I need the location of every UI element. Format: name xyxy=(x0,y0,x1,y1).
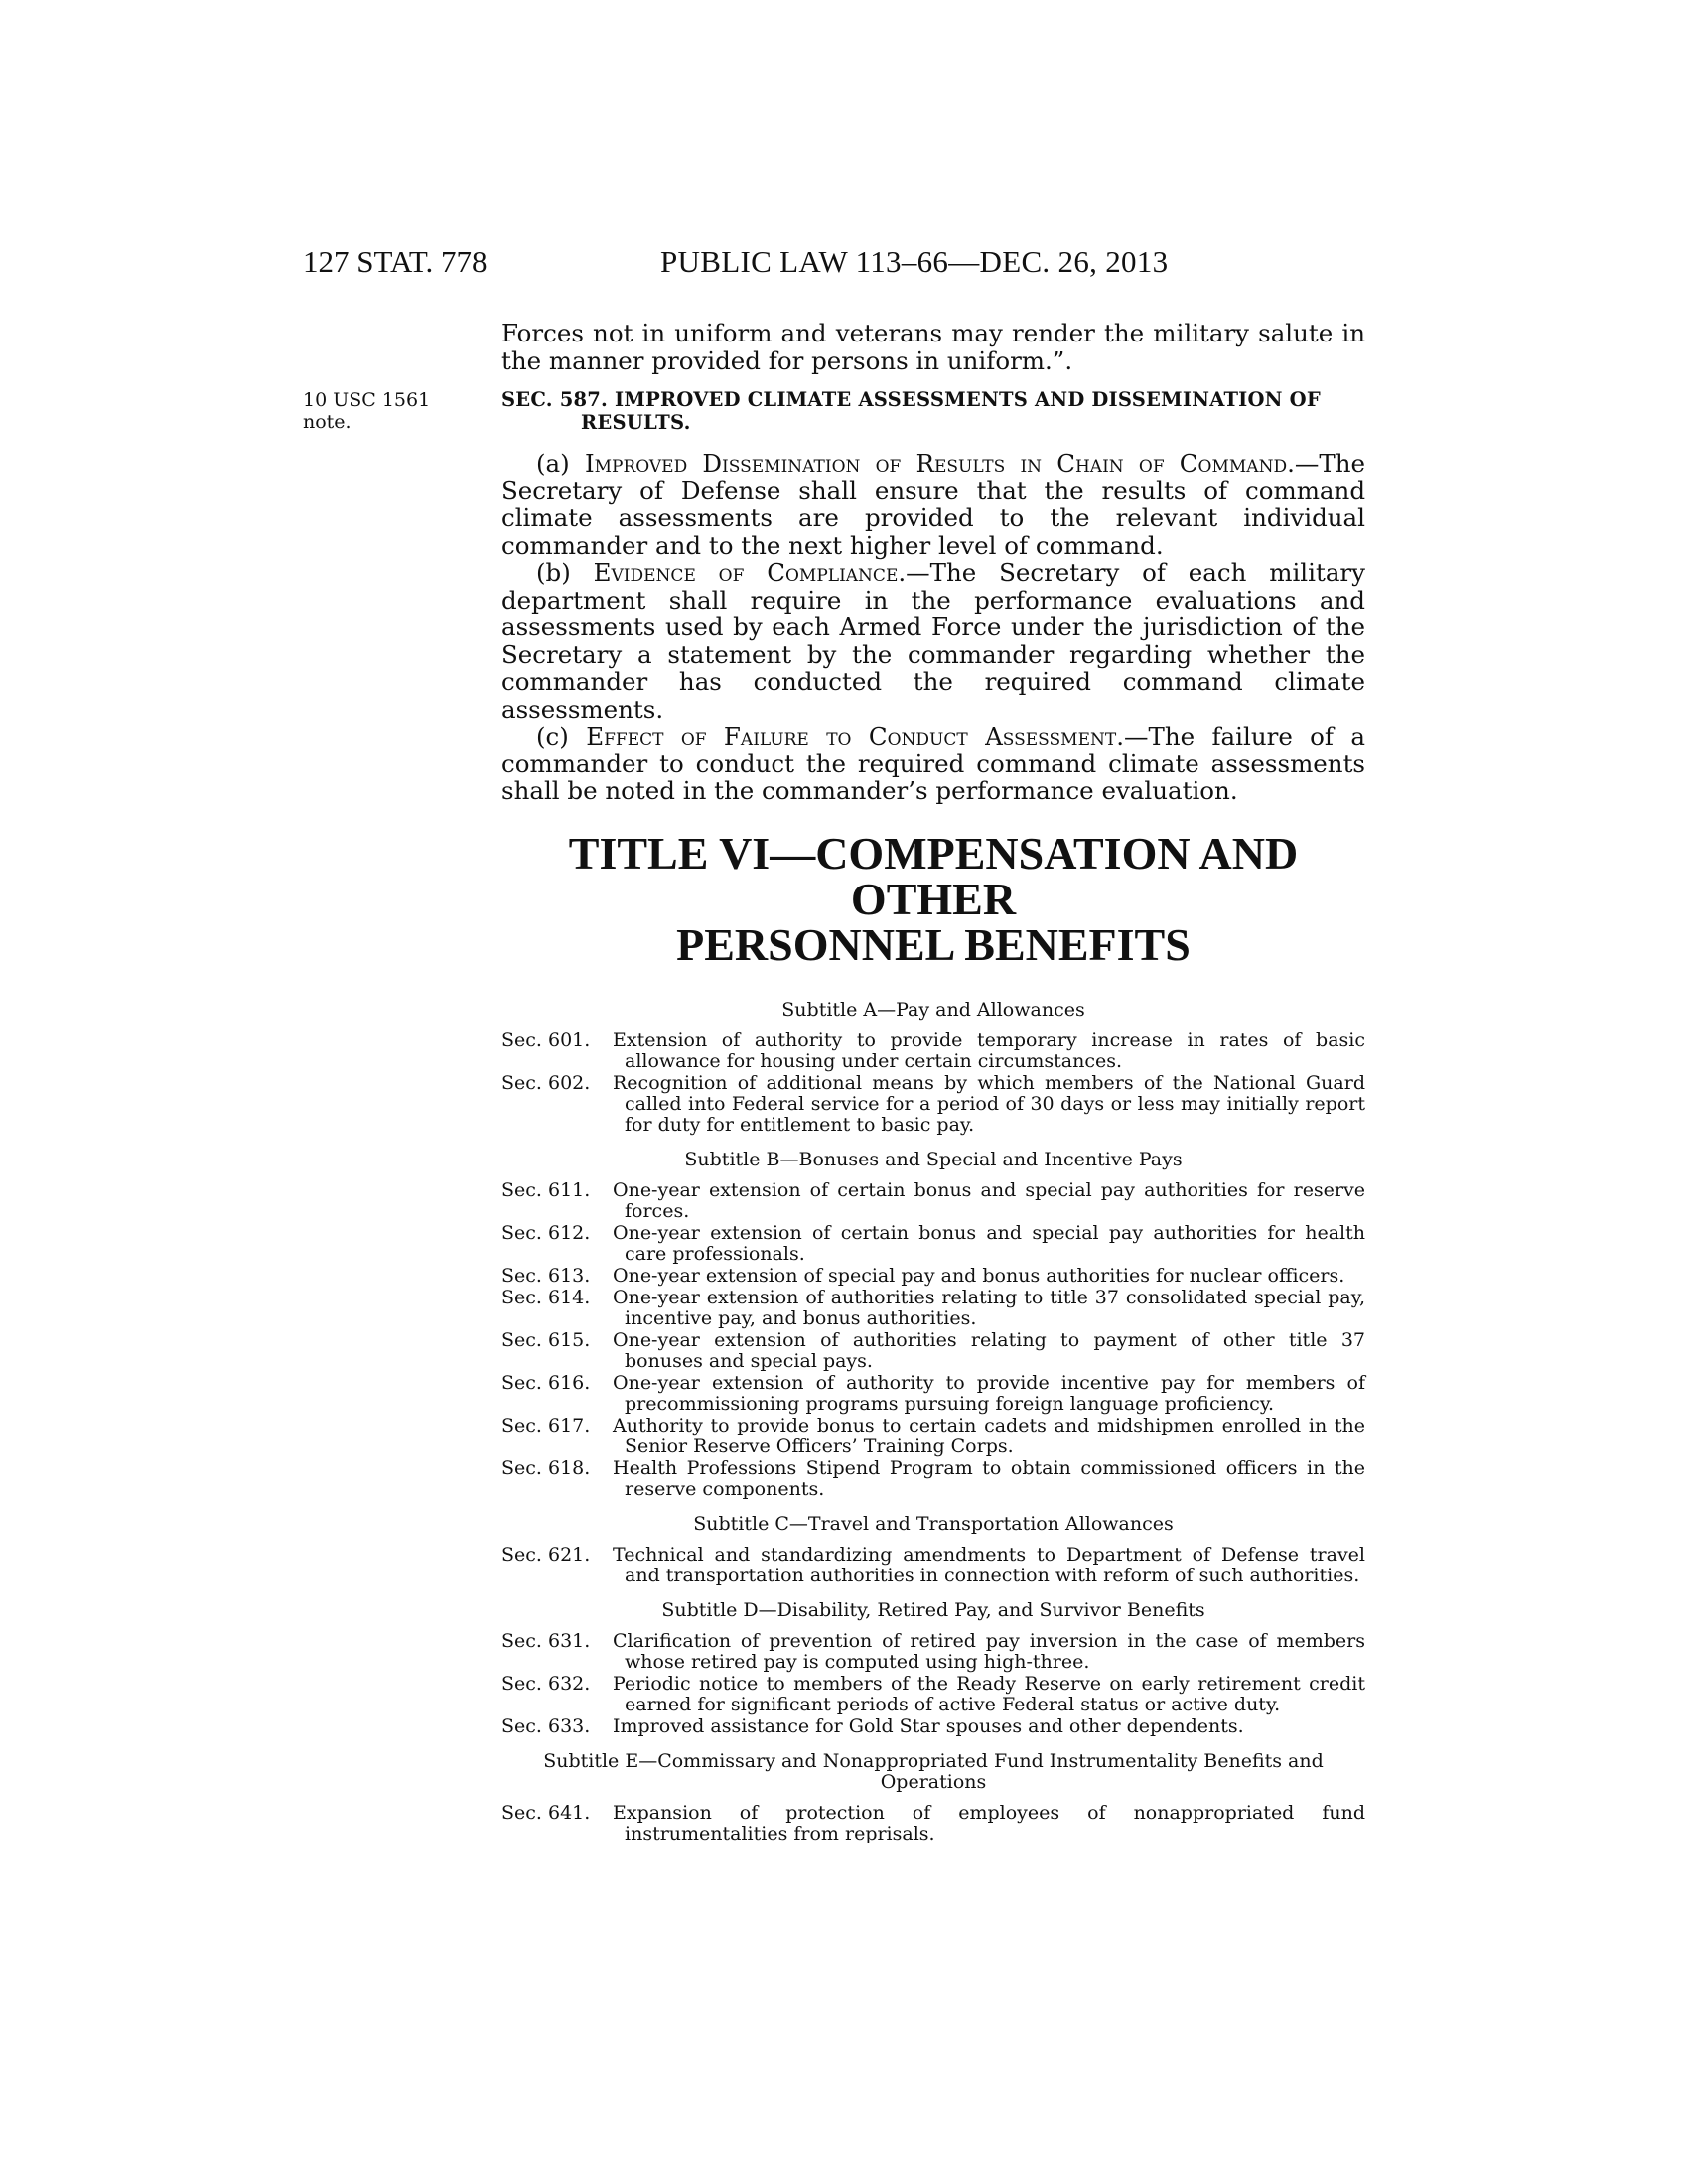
toc-section-number: Sec. 641. xyxy=(501,1801,591,1824)
toc-section-number: Sec. 615. xyxy=(501,1328,591,1351)
toc-section-number: Sec. 631. xyxy=(501,1629,591,1652)
subtitle-b-heading: Subtitle B—Bonuses and Special and Incentive Pays xyxy=(684,1148,1183,1170)
toc-entry xyxy=(501,1223,1365,1265)
toc-entry xyxy=(501,1416,1365,1457)
toc-entry xyxy=(501,1180,1365,1222)
title-line1: TITLE VI—COMPENSATION AND OTHER xyxy=(568,827,1299,924)
toc-section-number: Sec. 617. xyxy=(501,1414,591,1436)
toc-entry xyxy=(501,1030,1365,1072)
toc-section-title: Periodic notice to members of the Ready Reserve on early retirement credit earned for significant periods of active Federal status or active duty. xyxy=(613,1672,1365,1715)
toc-section-number: Sec. 633. xyxy=(501,1714,591,1737)
toc-section-number: Sec. 611. xyxy=(501,1178,591,1201)
table-of-contents xyxy=(501,1000,1365,1844)
subsection-b-caption: Evidence of Compliance. xyxy=(593,558,907,587)
toc-section-number: Sec. 602. xyxy=(501,1071,591,1094)
toc-section-number: Sec. 613. xyxy=(501,1264,591,1287)
toc-section-number: Sec. 618. xyxy=(501,1456,591,1479)
toc-section-title: One-year extension of certain bonus and special pay authorities for health care professionals. xyxy=(613,1221,1365,1265)
toc-entry xyxy=(501,1674,1365,1715)
page-header xyxy=(303,244,1365,284)
toc-entry xyxy=(501,1716,1365,1737)
toc-entry xyxy=(501,1330,1365,1372)
margin-note xyxy=(303,389,452,433)
section-heading xyxy=(501,388,1365,434)
toc-section-number: Sec. 632. xyxy=(501,1672,591,1695)
subsection-c xyxy=(501,723,1365,805)
toc-section-title: Technical and standardizing amendments to Department of Defense travel and transportation authorities in connection with reform of such authorities. xyxy=(613,1543,1365,1586)
public-law-citation: PUBLIC LAW 113–66—DEC. 26, 2013 xyxy=(660,244,1169,279)
toc-entry xyxy=(501,1631,1365,1673)
toc-entry xyxy=(501,1803,1365,1844)
title-line2: PERSONNEL BENEFITS xyxy=(676,918,1191,970)
subsection-a-text: —The Secretary of Defense shall ensure that the results of command climate assessments are provided to the relevant individual commander and to the next higher level of command. xyxy=(501,449,1366,560)
toc-section-title: One-year extension of special pay and bonus authorities for nuclear officers. xyxy=(613,1264,1345,1287)
subsection-c-caption: Effect of Failure to Conduct Assessment. xyxy=(586,722,1124,751)
page-body xyxy=(501,320,1365,1845)
subsection-a xyxy=(501,450,1365,559)
statute-page-number: 127 STAT. 778 xyxy=(303,244,488,279)
toc-section-number: Sec. 616. xyxy=(501,1371,591,1394)
toc-section-number: Sec. 614. xyxy=(501,1286,591,1308)
toc-entry xyxy=(501,1288,1365,1329)
subtitle-a-heading: Subtitle A—Pay and Allowances xyxy=(781,998,1085,1021)
subsection-b-text: —The Secretary of each military department shall require in the performance evaluations and assessments used by each Armed Force under the jurisdiction of the Secretary a statement by the commander regarding whether the commander has conducted the required command climate assessments. xyxy=(501,558,1365,724)
toc-section-title: One-year extension of authorities relating to payment of other title 37 bonuses and special pays. xyxy=(613,1328,1365,1372)
toc-section-number: Sec. 621. xyxy=(501,1543,591,1566)
carryover-paragraph: Forces not in uniform and veterans may render the military salute in the manner provided for persons in uniform.”. xyxy=(501,319,1365,375)
toc-section-title: One-year extension of certain bonus and special pay authorities for reserve forces. xyxy=(613,1178,1365,1222)
section-heading-line2: RESULTS. xyxy=(581,411,691,434)
toc-section-title: Clarification of prevention of retired pay inversion in the case of members whose retired pay is computed using high-three. xyxy=(613,1629,1365,1673)
subsection-b-label: (b) xyxy=(536,558,594,587)
toc-section-title: Extension of authority to provide temporary increase in rates of basic allowance for housing under certain circumstances. xyxy=(613,1028,1365,1072)
toc-section-title: Improved assistance for Gold Star spouses and other dependents. xyxy=(613,1714,1244,1737)
toc-entry xyxy=(501,1373,1365,1415)
subsection-a-label: (a) xyxy=(536,449,585,478)
subtitle-c-heading: Subtitle C—Travel and Transportation Allowances xyxy=(693,1512,1174,1535)
margin-note-citation: 10 USC 1561 xyxy=(303,389,431,411)
subtitle-e-heading: Subtitle E—Commissary and Nonappropriated Fund Instrumentality Benefits and Operations xyxy=(543,1749,1324,1793)
toc-section-title: One-year extension of authority to provide incentive pay for members of precommissioning programs pursuing foreign language proficiency. xyxy=(613,1371,1365,1415)
subsection-c-text: —The failure of a commander to conduct the required command climate assessments shall be noted in the commander’s performance evaluation. xyxy=(501,722,1365,805)
section-heading-line1: SEC. 587. IMPROVED CLIMATE ASSESSMENTS AND DISSEMINATION OF xyxy=(501,388,1321,411)
toc-section-number: Sec. 612. xyxy=(501,1221,591,1244)
subtitle-d-heading: Subtitle D—Disability, Retired Pay, and Survivor Benefits xyxy=(661,1598,1205,1621)
toc-section-number: Sec. 601. xyxy=(501,1028,591,1051)
title-heading xyxy=(501,827,1365,970)
toc-entry xyxy=(501,1545,1365,1586)
toc-section-title: One-year extension of authorities relating to title 37 consolidated special pay, incentive pay, and bonus authorities. xyxy=(613,1286,1365,1329)
toc-section-title: Expansion of protection of employees of nonappropriated fund instrumentalities from reprisals. xyxy=(613,1801,1365,1844)
toc-entry xyxy=(501,1458,1365,1500)
toc-entry xyxy=(501,1073,1365,1136)
toc-entry xyxy=(501,1266,1365,1287)
subsection-b xyxy=(501,559,1365,723)
toc-section-title: Recognition of additional means by which members of the National Guard called into Federal service for a period of 30 days or less may initially report for duty for entitlement to basic pay. xyxy=(613,1071,1365,1136)
toc-section-title: Health Professions Stipend Program to obtain commissioned officers in the reserve components. xyxy=(613,1456,1365,1500)
toc-section-title: Authority to provide bonus to certain cadets and midshipmen enrolled in the Senior Reserve Officers’ Training Corps. xyxy=(613,1414,1365,1457)
subsection-a-caption: Improved Dissemination of Results in Chain of Command. xyxy=(584,449,1295,478)
margin-note-label: note. xyxy=(303,411,352,433)
subsection-c-label: (c) xyxy=(536,722,587,751)
